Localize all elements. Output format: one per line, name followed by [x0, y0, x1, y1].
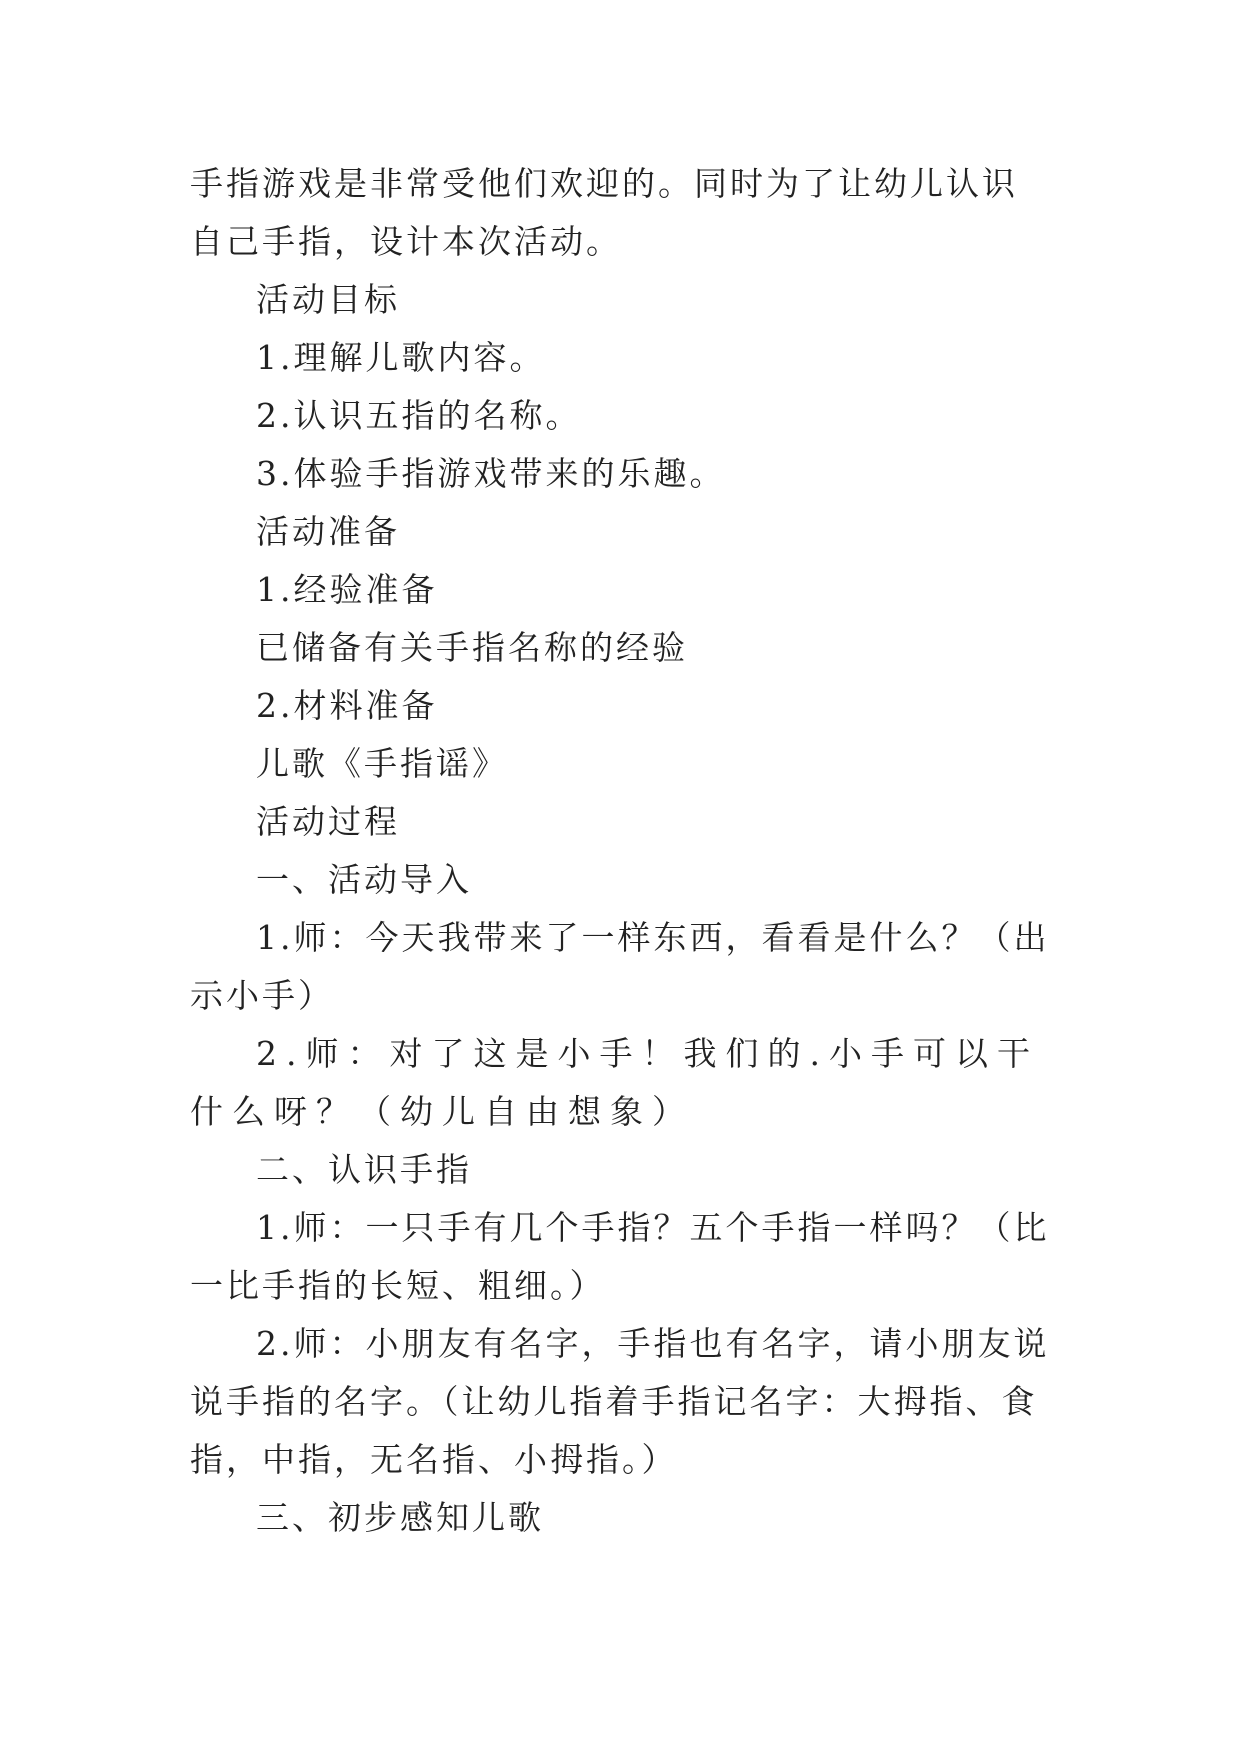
- preparation-detail: 儿歌《手指谣》: [256, 744, 508, 783]
- section-heading-preparation: 活动准备: [256, 512, 400, 551]
- section-heading-goals: 活动目标: [256, 280, 400, 319]
- preparation-detail: 已储备有关手指名称的经验: [256, 628, 688, 667]
- goal-item: 2.认识五指的名称。: [256, 396, 582, 435]
- preparation-item: 1.经验准备: [256, 570, 438, 609]
- process-step-heading: 一、活动导入: [256, 860, 472, 899]
- section-heading-process: 活动过程: [256, 802, 400, 841]
- goal-item: 1.理解儿歌内容。: [256, 338, 546, 377]
- document-body: [190, 155, 1050, 1547]
- goal-item: 3.体验手指游戏带来的乐趣。: [256, 454, 726, 493]
- process-step-heading: 二、认识手指: [256, 1150, 472, 1189]
- process-step-item: 2.师：对了这是小手！我们的.小手可以干什么呀？（幼儿自由想象）: [190, 1034, 1039, 1131]
- process-step-item: 2.师：小朋友有名字，手指也有名字，请小朋友说说手指的名字。（让幼儿指着手指记名字：大拇指、食指，中指，无名指、小拇指。）: [190, 1324, 1050, 1479]
- intro-paragraph: 手指游戏是非常受他们欢迎的。同时为了让幼儿认识自己手指，设计本次活动。: [190, 164, 1018, 261]
- process-step-item: 1.师：一只手有几个手指？五个手指一样吗？（比一比手指的长短、粗细。）: [190, 1208, 1050, 1305]
- preparation-item: 2.材料准备: [256, 686, 438, 725]
- process-step-item: 1.师：今天我带来了一样东西，看看是什么？（出示小手）: [190, 918, 1050, 1015]
- process-step-heading: 三、初步感知儿歌: [256, 1498, 544, 1537]
